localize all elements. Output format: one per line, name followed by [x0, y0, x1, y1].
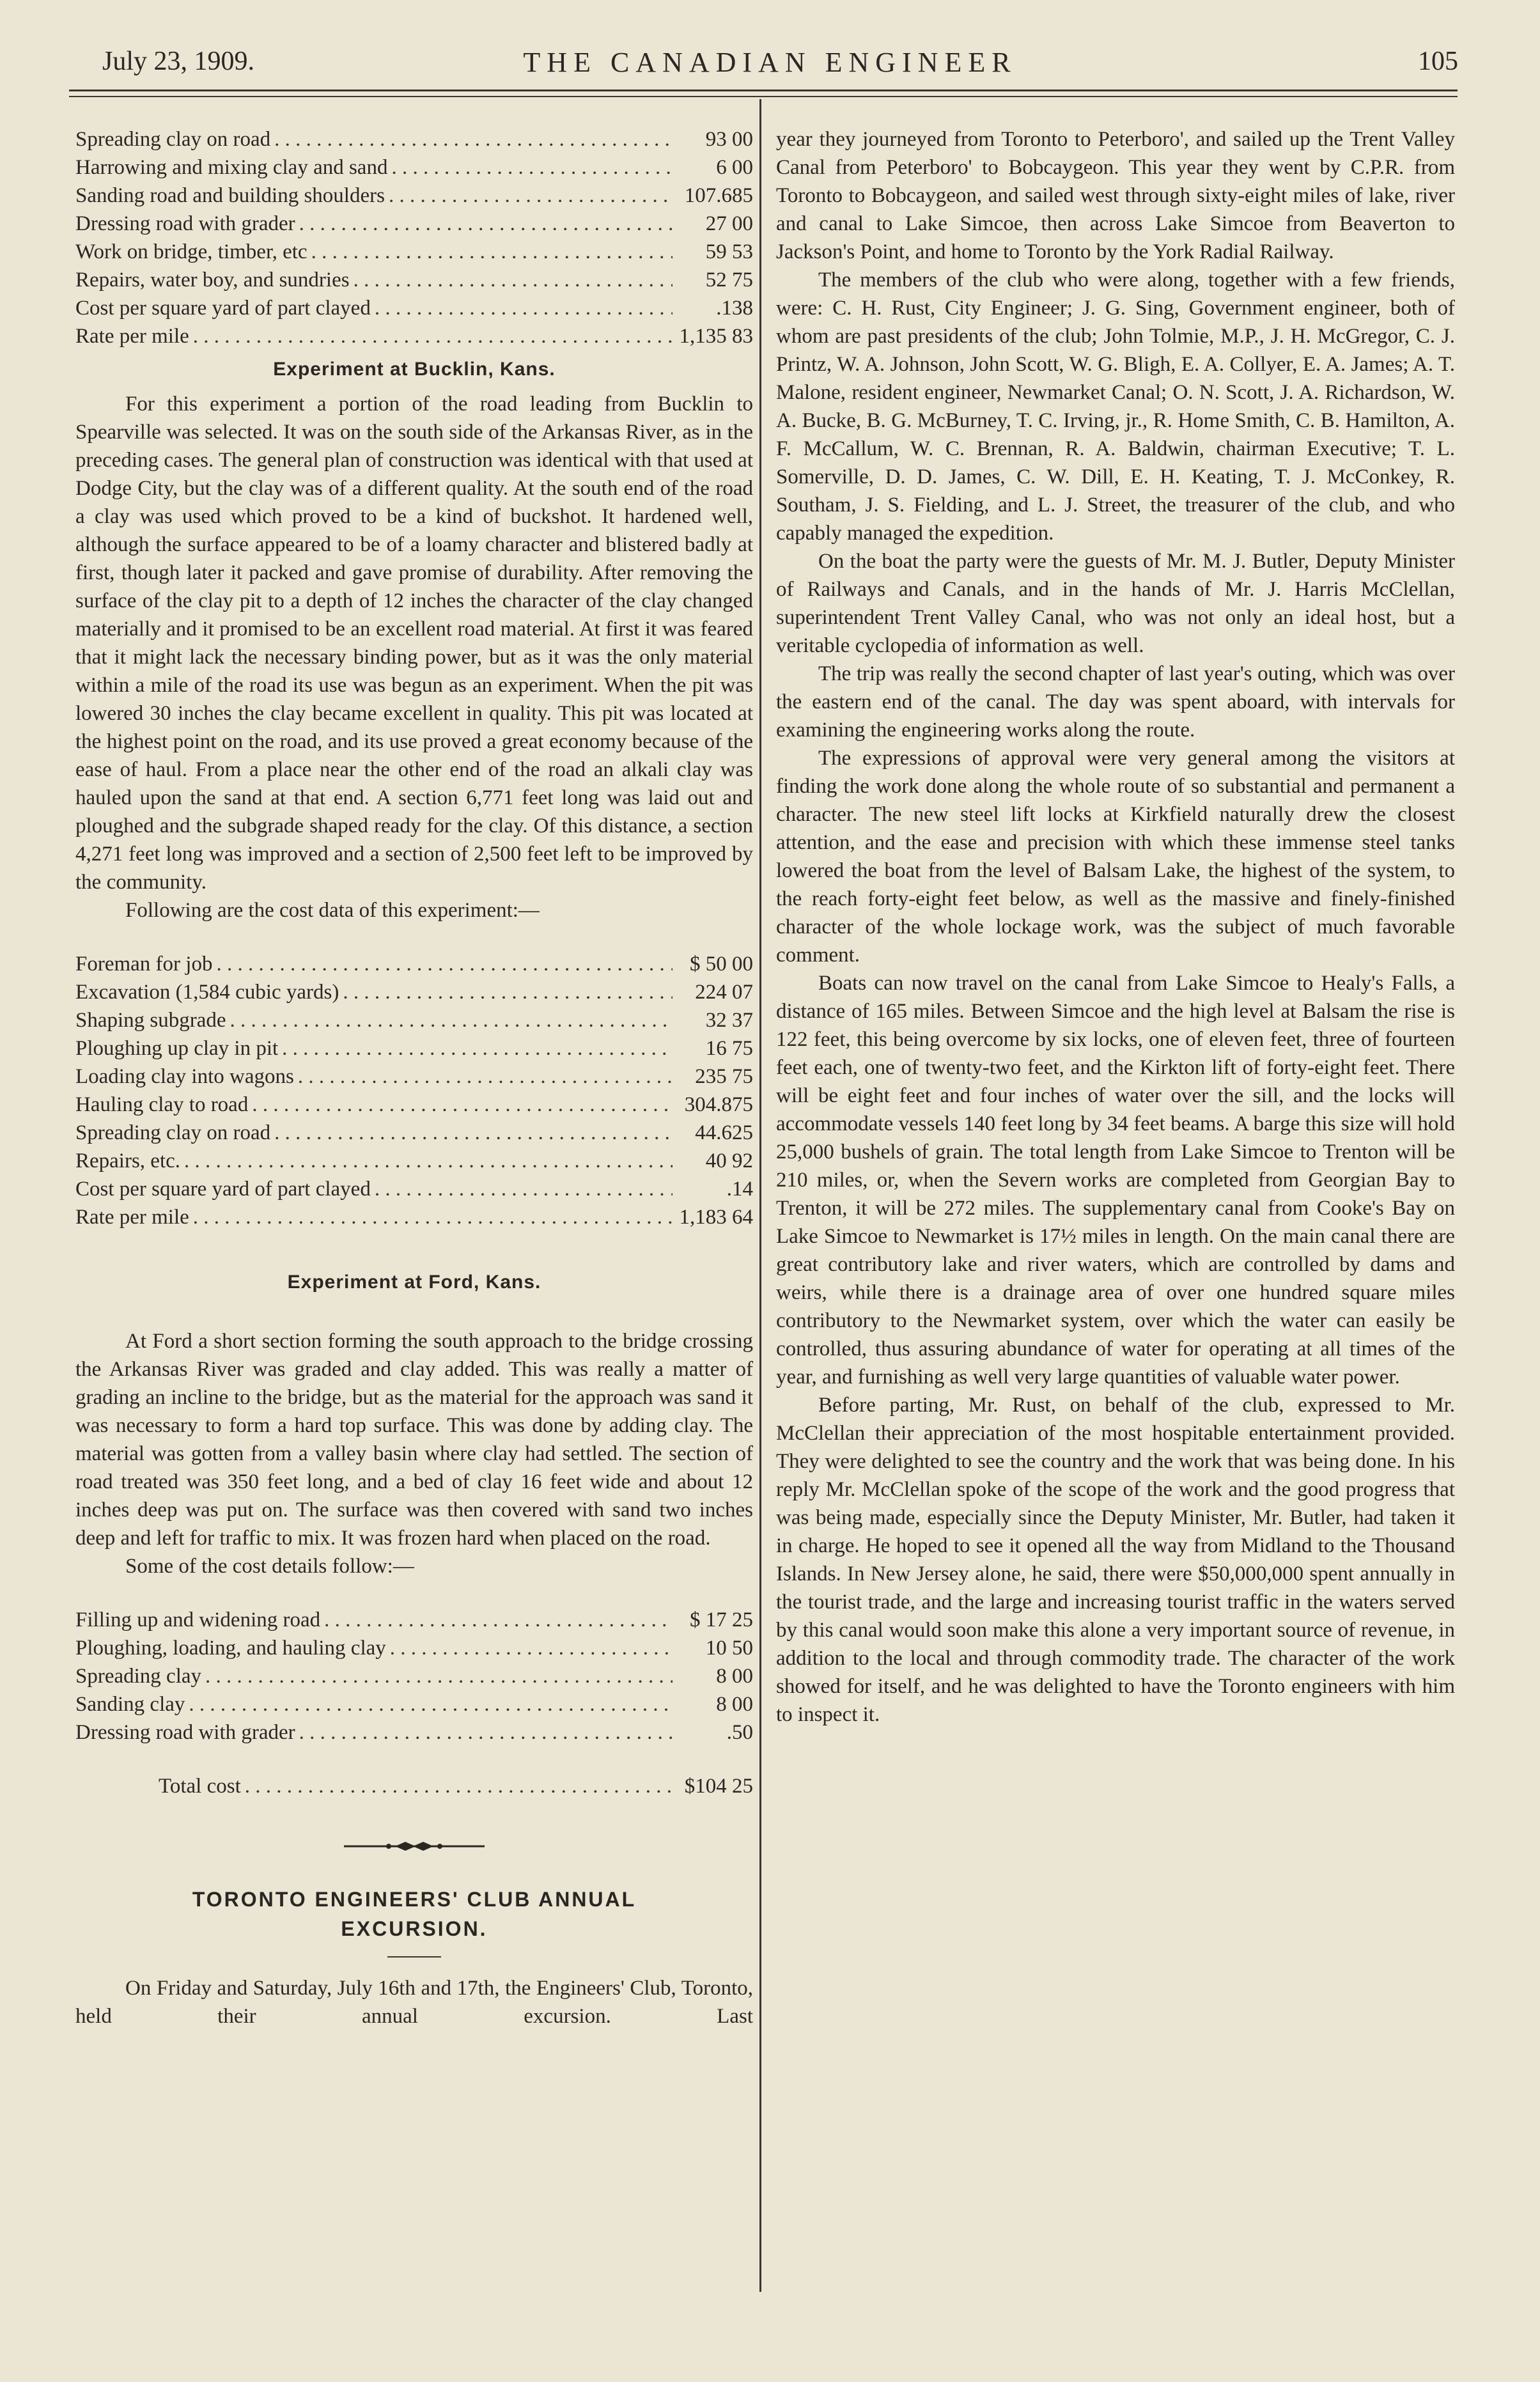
- leader-dots: [343, 978, 673, 1006]
- heading-bucklin: Experiment at Bucklin, Kans.: [273, 359, 556, 380]
- paragraph-trip: The trip was really the second chapter of last year's outing, which was over the eastern end of the canal. The day was spent aboard, with intervals for examining the engineering works along the route.: [776, 662, 1455, 742]
- cost-label: Total cost: [159, 1775, 241, 1798]
- leader-dots: [205, 1662, 673, 1690]
- cost-value: 32 37: [705, 1009, 753, 1032]
- paragraph-bucklin: For this experiment a portion of the road leading from Bucklin to Spearville was selected. It was on the south side of the Arkansas River, as in the preceding cases. The general plan of construction was identical with that used at Dodge City, but the clay was of a different quality. At the south end of the road a clay was used which proved to be a kind of buckshot. It hardened well, although the surface appeared to be of a loamy character and blistered badly at first, though later it packed and gave promise of durability. After removing the surface of the clay pit to a depth of 12 inches the character of the clay changed materially and it promised to be an excellent road material. At first it was feared that it might lack the necessary binding power, but as it was the only material within a mile of the road its use was begun as an experiment. When the pit was lowered 30 inches the clay became excellent in quality. This pit was located at the highest point on the road, and its use proved a great economy because of the ease of haul. From a place near the other end of the road an alkali clay was hauled upon the sand at that end. A section 6,771 feet long was laid out and ploughed and the subgrade shaped ready for the clay. Of this distance, a section 4,271 feet long was improved and a section of 2,500 feet left to be improved by the community.: [75, 393, 753, 894]
- cost-value: $104 25: [684, 1775, 753, 1798]
- cost-label: Cost per square yard of part clayed: [75, 1178, 371, 1201]
- cost-row: [75, 1034, 753, 1063]
- cost-label: Loading clay into wagons: [75, 1065, 294, 1088]
- cost-value: 8 00: [716, 1693, 753, 1716]
- leader-dots: [216, 950, 673, 978]
- cost-row: [75, 1006, 753, 1034]
- cost-value: $ 50 00: [690, 953, 753, 976]
- leader-dots: [184, 1147, 673, 1175]
- cost-label: Dressing road with grader: [75, 212, 295, 235]
- paragraph-ford-intro: Some of the cost details follow:—: [125, 1555, 414, 1578]
- leader-dots: [389, 182, 673, 210]
- cost-label: Shaping subgrade: [75, 1009, 226, 1032]
- cost-label: Foreman for job: [75, 953, 213, 976]
- cost-row: [75, 1690, 753, 1718]
- cost-value: 59 53: [705, 240, 753, 263]
- cost-value: 10 50: [705, 1637, 753, 1660]
- header-rule-thin: [69, 96, 1458, 97]
- cost-value: 1,183 64: [679, 1206, 753, 1229]
- cost-value: 107.685: [684, 184, 753, 207]
- cost-label: Rate per mile: [75, 1206, 189, 1229]
- right-column: [776, 125, 1455, 1729]
- leader-dots: [282, 1034, 673, 1063]
- cost-value: 235 75: [695, 1065, 753, 1088]
- cost-label: Spreading clay on road: [75, 128, 271, 151]
- cost-value: 40 92: [705, 1149, 753, 1172]
- heading-toronto-club: TORONTO ENGINEERS' CLUB ANNUAL: [192, 1888, 637, 1911]
- cost-value: 1,135 83: [679, 325, 753, 348]
- cost-row: [75, 238, 753, 266]
- left-column: [75, 125, 753, 2030]
- cost-row: [75, 1091, 753, 1119]
- leader-dots: [311, 238, 673, 266]
- paragraph-bucklin-intro: Following are the cost data of this experiment:—: [125, 899, 540, 922]
- paragraph-boat-guests: On the boat the party were the guests of Mr. M. J. Butler, Deputy Minister of Railways and Canals, and in the hands of Mr. J. Harris McClellan, superintendent Trent Valley Canal, who was not only an ideal host, but a veritable cyclopedia of information as well.: [776, 550, 1455, 657]
- paragraph-toronto-intro: On Friday and Saturday, July 16th and 17th, the Engineers' Club, Toronto, held their annual excursion. Last: [75, 1977, 753, 2028]
- cost-row: [75, 266, 753, 294]
- leader-dots: [230, 1006, 673, 1034]
- paragraph-ford: At Ford a short section forming the south approach to the bridge crossing the Arkansas River was graded and clay added. This was really a matter of grading an incline to the bridge, but as the material for the approach was sand it was necessary to form a hard top surface. This was done by adding clay. The material was gotten from a valley basin where clay had settled. The section of road treated was 350 feet long, and a bed of clay 16 feet wide and about 12 inches deep was put on. The surface was then covered with sand two inches deep and left for traffic to mix. It was frozen hard when placed on the road.: [75, 1330, 753, 1550]
- leader-dots: [193, 1203, 673, 1231]
- cost-label: Dressing road with grader: [75, 1721, 295, 1744]
- cost-value: .50: [726, 1721, 753, 1744]
- cost-row: [75, 1147, 753, 1175]
- cost-row: [75, 322, 753, 350]
- paragraph-canal-details: Boats can now travel on the canal from Lake Simcoe to Healy's Falls, a distance of 165 miles. Between Simcoe and the high level at Balsam the rise is 122 feet, this being overcome by six locks, one of eleven feet, three of fourteen feet each, one of twenty-two feet, and the Kirkton lift of forty-eight feet. There will be eight feet and four inches of water over the sill, and the locks will accommodate vessels 140 feet long by 34 feet beams. A barge this size will hold 25,000 bushels of grain. The total length from Lake Simcoe to Trenton will be 210 miles, or, when the Severn works are completed from Georgian Bay to Trenton, it will be 272 miles. The supplementary canal from Cooke's Bay on Lake Simcoe to Newmarket is 17½ miles in length. On the main canal there are great contributory lake and river waters, which are controlled by dams and weirs, while there is a drainage area of over one hundred square miles contributory to the Newmarket system, over which the water can easily be controlled, thus assuring abundance of water for operating at all times of the year, and furnishing as well very large quantities of valuable water power.: [776, 972, 1455, 1389]
- leader-dots: [193, 322, 673, 350]
- cost-label: Sanding road and building shoulders: [75, 184, 385, 207]
- cost-row: [75, 1662, 753, 1690]
- cost-table-dodge: [75, 125, 753, 350]
- leader-dots: [274, 1119, 673, 1147]
- cost-label: Spreading clay: [75, 1665, 202, 1688]
- leader-dots: [245, 1772, 673, 1800]
- heading-toronto-club-2: EXCURSION.: [341, 1917, 488, 1940]
- cost-row: [75, 1063, 753, 1091]
- cost-label: Rate per mile: [75, 325, 189, 348]
- cost-row: [75, 1119, 753, 1147]
- cost-value: 27 00: [705, 212, 753, 235]
- cost-value: 52 75: [705, 269, 753, 292]
- cost-value: 224 07: [695, 981, 753, 1004]
- cost-row: [75, 978, 753, 1006]
- leader-dots: [391, 153, 673, 182]
- ornament-divider: [75, 1831, 753, 1859]
- column-divider: [759, 99, 761, 2292]
- leader-dots: [375, 294, 673, 322]
- cost-label: Ploughing, loading, and hauling clay: [75, 1637, 386, 1660]
- cost-label: Repairs, etc.: [75, 1149, 181, 1172]
- cost-value: 6 00: [716, 156, 753, 179]
- cost-row: [75, 1203, 753, 1231]
- cost-row: [75, 1606, 753, 1634]
- cost-label: Hauling clay to road: [75, 1093, 249, 1116]
- cost-value: 8 00: [716, 1665, 753, 1688]
- cost-row: [75, 125, 753, 153]
- cost-row: [75, 1718, 753, 1747]
- cost-label: Sanding clay: [75, 1693, 185, 1716]
- cost-value: 93 00: [705, 128, 753, 151]
- cost-table-bucklin: [75, 950, 753, 1231]
- cost-value: 16 75: [705, 1037, 753, 1060]
- cost-row: [75, 1772, 753, 1800]
- leader-dots: [324, 1606, 673, 1634]
- cost-row: [75, 1634, 753, 1662]
- cost-value: .14: [726, 1178, 753, 1201]
- leader-dots: [375, 1175, 673, 1203]
- cost-row: [75, 210, 753, 238]
- leader-dots: [298, 1063, 673, 1091]
- leader-dots: [274, 125, 673, 153]
- leader-dots: [390, 1634, 673, 1662]
- heading-ford: Experiment at Ford, Kans.: [287, 1272, 541, 1293]
- total-cost-row: [75, 1772, 753, 1800]
- short-rule: [387, 1956, 441, 1958]
- leader-dots: [189, 1690, 673, 1718]
- issue-date: July 23, 1909.: [102, 47, 255, 76]
- cost-label: Ploughing up clay in pit: [75, 1037, 279, 1060]
- paragraph-excursion-route: year they journeyed from Toronto to Peterboro', and sailed up the Trent Valley Canal from Peterboro' to Bobcaygeon. This year they went by C.P.R. from Toronto to Bobcaygeon, and sailed west through sixty-eight miles of lake, river and canal to Lake Simcoe, then across Lake Simcoe from Beaverton to Jackson's Point, and home to Toronto by the York Radial Railway.: [776, 128, 1455, 263]
- cost-value: 44.625: [695, 1121, 753, 1144]
- cost-label: Cost per square yard of part clayed: [75, 297, 371, 320]
- cost-label: Excavation (1,584 cubic yards): [75, 981, 339, 1004]
- cost-label: Filling up and widening road: [75, 1608, 321, 1631]
- paragraph-parting: Before parting, Mr. Rust, on behalf of the club, expressed to Mr. McClellan their appreciation of the most hospitable entertainment provided. They were delighted to see the country and the work that was being done. In his reply Mr. McClellan spoke of the scope of the work and the good progress that was being made, especially since the Deputy Minister, Mr. Butler, had taken it in charge. He hoped to see it opened all the way from Midland to the Thousand Islands. In New Jersey alone, he said, there were $50,000,000 spent annually in the tourist trade, and the large and increasing tourist traffic in the waters served by this canal would soon make this alone a very important source of revenue, in addition to the local and through commodity trade. The character of the work showed for itself, and he was delighted to have the Toronto engineers with him to inspect it.: [776, 1394, 1455, 1726]
- cost-row: [75, 153, 753, 182]
- cost-row: [75, 1175, 753, 1203]
- cost-label: Work on bridge, timber, etc: [75, 240, 307, 263]
- paragraph-approval: The expressions of approval were very general among the visitors at finding the work done along the whole route of so substantial and permanent a character. The new steel lift locks at Kirkfield naturally drew the closest attention, and the ease and precision with which these immense steel tanks lowered the boat from the level of Balsam Lake, the highest of the system, to the reach forty-eight feet below, as well as the massive and finely-finished character of the whole lockage work, was the subject of much favorable comment.: [776, 747, 1455, 967]
- cost-value: .138: [716, 297, 753, 320]
- ornament-divider-icon: [344, 1841, 485, 1851]
- paragraph-members: The members of the club who were along, together with a few friends, were: C. H. Rust, City Engineer; J. G. Sing, Government engineer, both of whom are past presidents of the club; John Tolmie, M.P., J. H. McGregor, C. J. Printz, W. A. Johnson, John Scott, W. G. Bligh, E. A. Collyer, E. A. James; A. T. Malone, resident engineer, Newmarket Canal; O. N. Scott, J. A. Richardson, W. A. Bucke, B. G. McBurney, T. C. Irving, jr., R. Home Smith, C. B. Hamilton, A. F. McCallum, W. C. Brennan, R. A. Baldwin, chairman Executive; T. L. Somerville, D. D. James, C. W. Dill, E. H. Keating, T. J. McConkey, R. Southam, J. S. Fielding, and L. J. Street, the treasurer of the club, and who capably managed the expedition.: [776, 269, 1455, 545]
- cost-value: 304.875: [684, 1093, 753, 1116]
- leader-dots: [299, 210, 673, 238]
- cost-row: [75, 950, 753, 978]
- leader-dots: [252, 1091, 673, 1119]
- journal-title: THE CANADIAN ENGINEER: [523, 47, 1017, 78]
- cost-row: [75, 294, 753, 322]
- cost-label: Spreading clay on road: [75, 1121, 271, 1144]
- header-rule: [69, 90, 1458, 91]
- cost-row: [75, 182, 753, 210]
- page-number: 105: [1418, 47, 1458, 76]
- cost-value: $ 17 25: [690, 1608, 753, 1631]
- leader-dots: [354, 266, 673, 294]
- cost-table-ford: [75, 1606, 753, 1747]
- leader-dots: [299, 1718, 673, 1747]
- cost-label: Harrowing and mixing clay and sand: [75, 156, 388, 179]
- cost-label: Repairs, water boy, and sundries: [75, 269, 350, 292]
